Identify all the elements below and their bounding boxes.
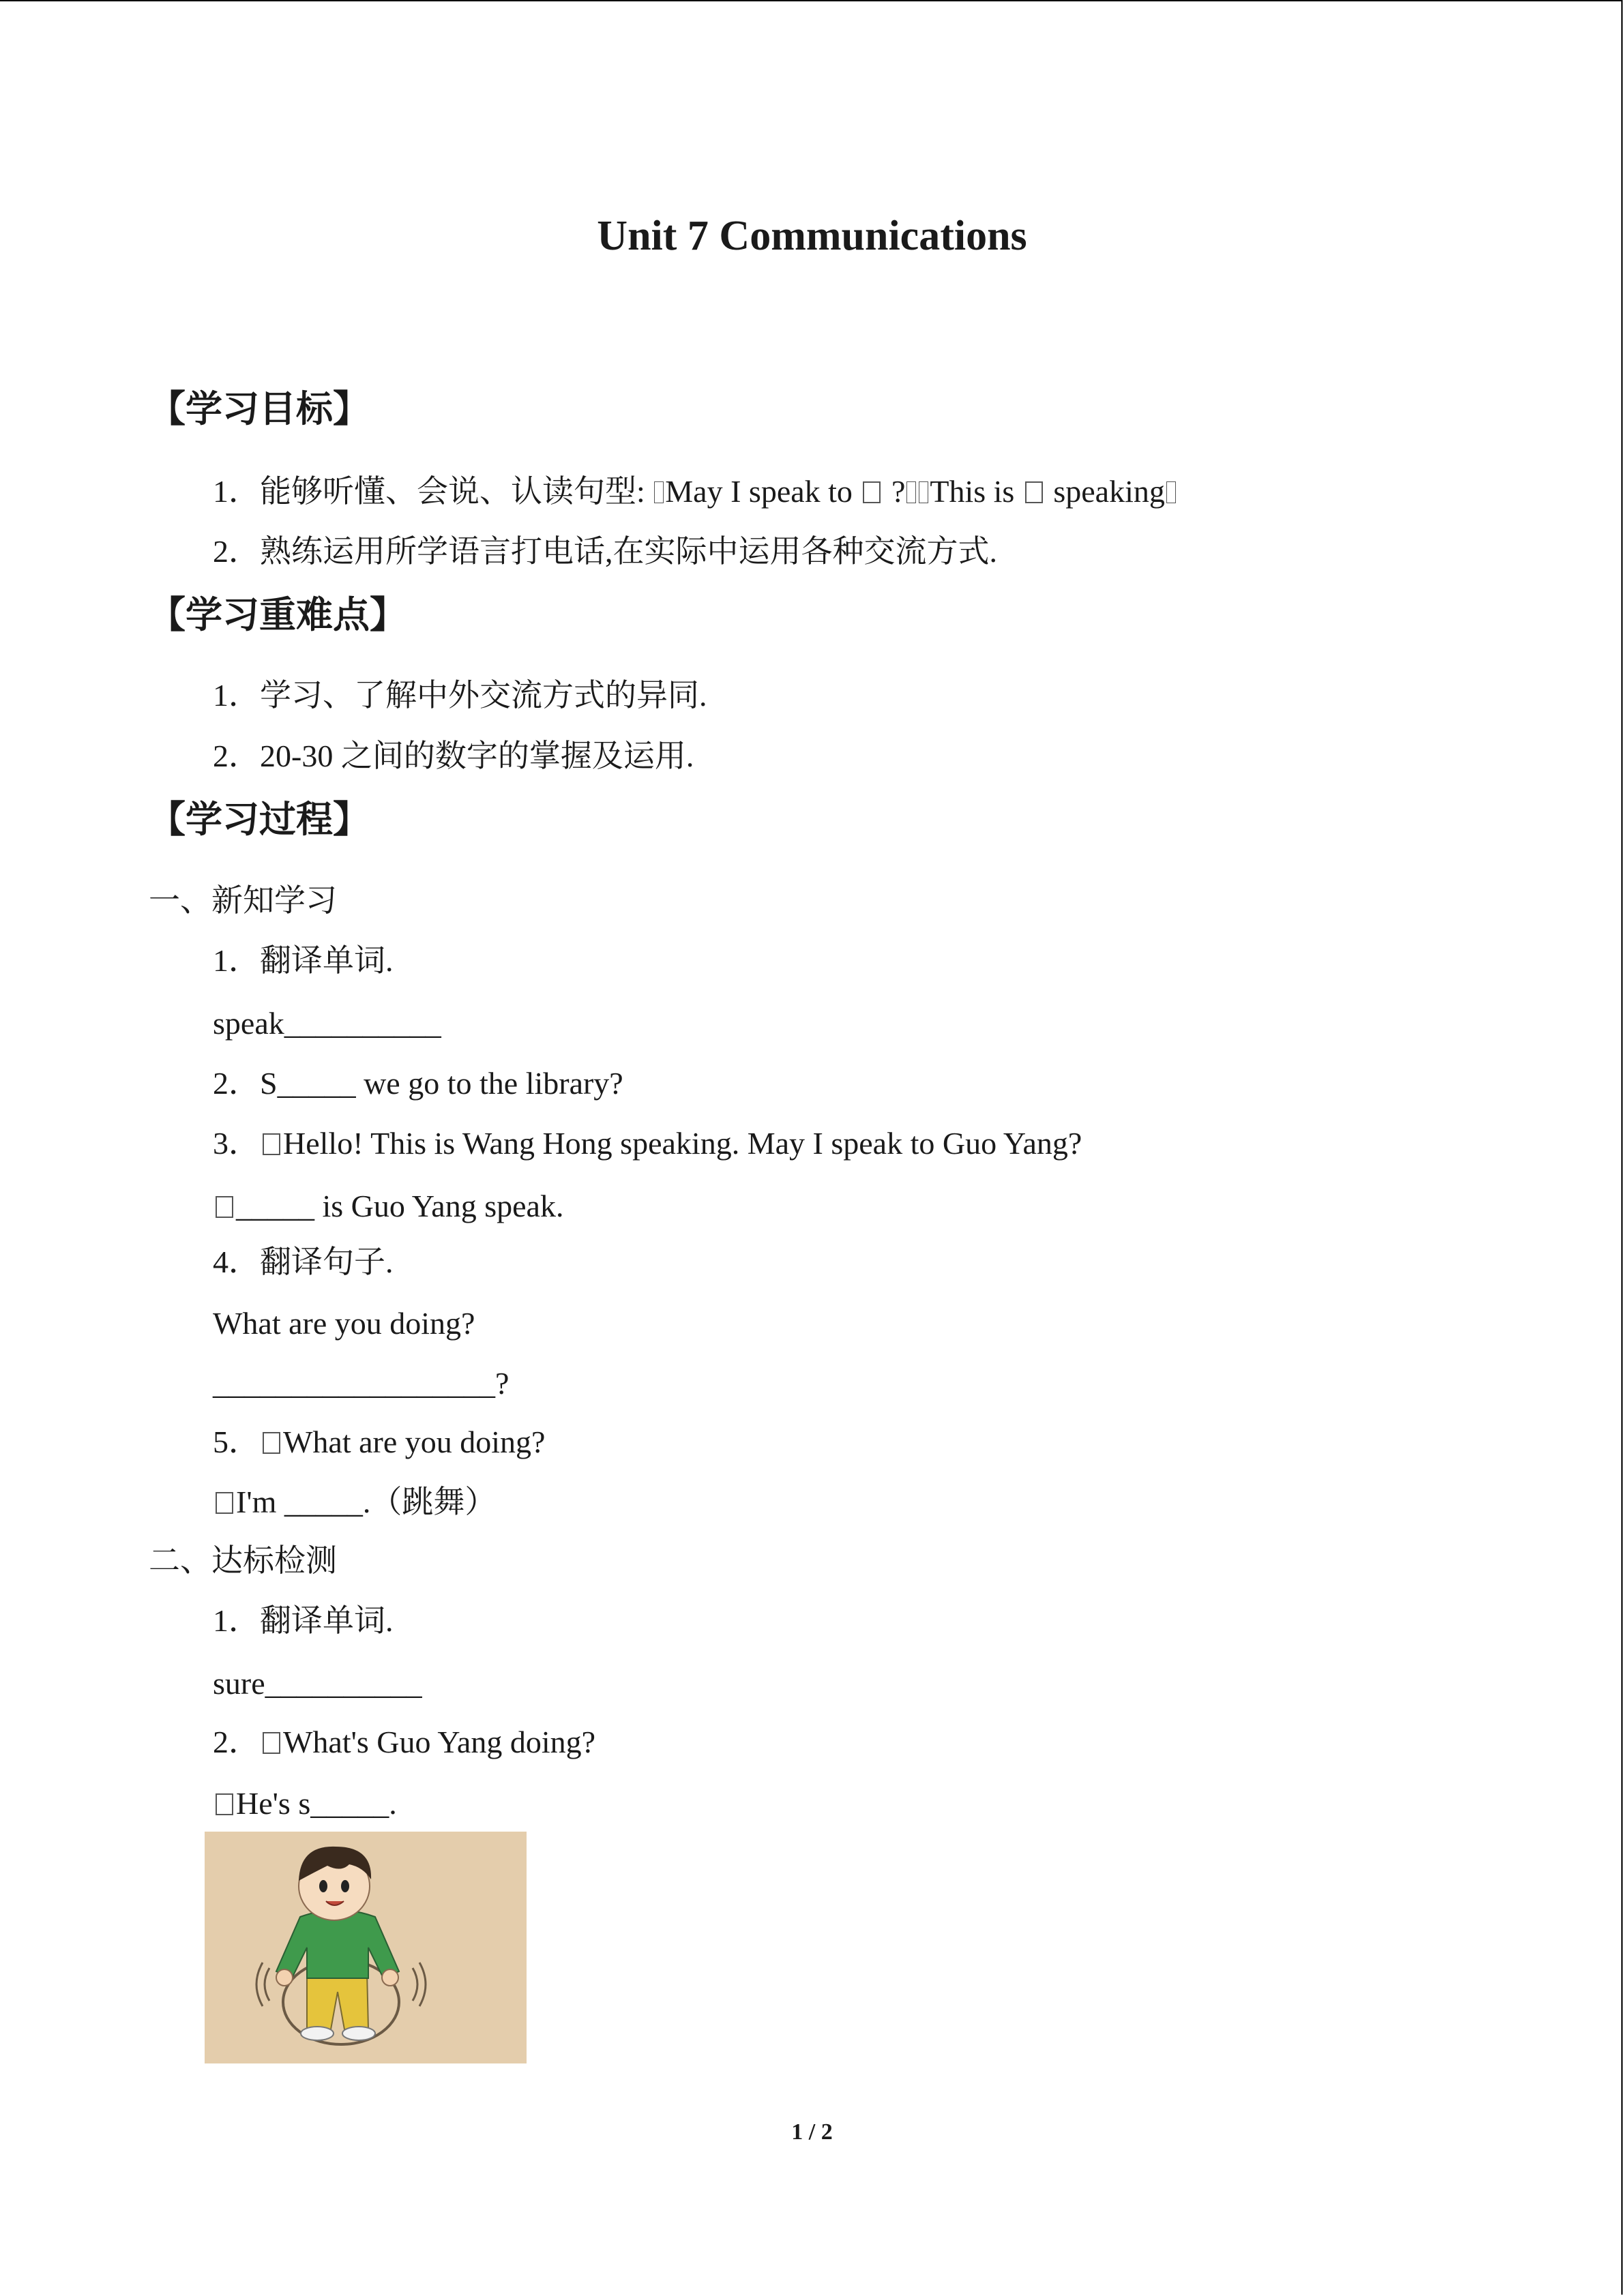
blank-box-icon bbox=[919, 481, 928, 503]
part1-q1: 1．翻译单词. bbox=[213, 943, 394, 978]
goal-item-1-b: ? bbox=[883, 474, 906, 509]
part2-q2-answer bbox=[213, 1783, 397, 1824]
part1-q5-number: 5． bbox=[213, 1425, 260, 1459]
page-title: Unit 7 Communications bbox=[597, 213, 1027, 259]
part2-heading: 二、达标检测 bbox=[149, 1543, 337, 1578]
section-heading-process: 【学习过程】 bbox=[149, 798, 370, 841]
blank-box-icon bbox=[263, 1133, 280, 1155]
part2-q1: 1．翻译单词. bbox=[213, 1603, 394, 1638]
part1-q2: 2．S_____ we go to the library? bbox=[213, 1066, 623, 1101]
part1-q3-text: Hello! This is Wang Hong speaking. May I speak to Guo Yang? bbox=[283, 1126, 1082, 1161]
goal-item-1-prefix: 1．能够听懂、会说、认读句型: bbox=[213, 474, 653, 509]
part1-q5-answer bbox=[213, 1482, 496, 1523]
part1-q4-sentence: What are you doing? bbox=[213, 1306, 475, 1341]
part2-q2-text: What's Guo Yang doing? bbox=[283, 1725, 596, 1759]
part1-q3 bbox=[213, 1123, 1082, 1164]
part1-q5 bbox=[213, 1422, 545, 1463]
blank-box-icon bbox=[863, 481, 881, 503]
goal-item-1-a: May I speak to bbox=[665, 474, 861, 509]
part1-q5-text: What are you doing? bbox=[283, 1425, 546, 1459]
part2-q2 bbox=[213, 1722, 595, 1763]
key-point-item-2: 2．20-30 之间的数字的掌握及运用. bbox=[213, 739, 694, 773]
boy-eye-right bbox=[341, 1880, 349, 1892]
blank-box-icon bbox=[263, 1432, 280, 1454]
part1-q1-word: speak__________ bbox=[213, 1006, 441, 1041]
part1-q3-number: 3． bbox=[213, 1126, 260, 1161]
goal-item-1-c: This is bbox=[930, 474, 1022, 509]
key-point-item-1: 1．学习、了解中外交流方式的异同. bbox=[213, 678, 707, 713]
goal-item-1-d: speaking bbox=[1045, 474, 1165, 509]
part1-q4-blank: __________________? bbox=[213, 1366, 510, 1401]
boy-shoe-right bbox=[342, 2027, 375, 2040]
boy-hand-left bbox=[276, 1969, 293, 1986]
goal-item-2: 2．熟练运用所学语言打电话,在实际中运用各种交流方式. bbox=[213, 534, 997, 569]
part2-q1-word: sure__________ bbox=[213, 1666, 422, 1701]
part2-q2-number: 2． bbox=[213, 1725, 260, 1759]
part1-q3-answer-text: _____ is Guo Yang speak. bbox=[236, 1189, 564, 1223]
section-heading-key-points: 【学习重难点】 bbox=[149, 593, 407, 636]
goal-item-1 bbox=[213, 471, 1177, 512]
blank-box-icon bbox=[216, 1196, 233, 1218]
page-number: 1 / 2 bbox=[791, 2119, 833, 2145]
section-heading-goals: 【学习目标】 bbox=[149, 387, 370, 430]
blank-box-icon bbox=[263, 1732, 280, 1754]
boy-skipping-rope-illustration bbox=[205, 1832, 527, 2063]
part1-q4: 4．翻译句子. bbox=[213, 1244, 394, 1279]
blank-box-icon bbox=[906, 481, 916, 503]
blank-box-icon bbox=[216, 1793, 233, 1815]
part1-q3-answer bbox=[213, 1186, 563, 1227]
blank-box-icon bbox=[1025, 481, 1043, 503]
boy-eye-left bbox=[319, 1880, 327, 1892]
boy-shoe-left bbox=[301, 2027, 334, 2040]
boy-hand-right bbox=[382, 1969, 398, 1986]
blank-box-icon bbox=[216, 1492, 233, 1514]
blank-box-icon bbox=[654, 481, 664, 503]
part2-q2-answer-text: He's s_____. bbox=[236, 1786, 397, 1821]
part1-heading: 一、新知学习 bbox=[149, 883, 337, 918]
blank-box-icon bbox=[1166, 481, 1176, 503]
part1-q5-answer-text: I'm _____.（跳舞） bbox=[236, 1485, 497, 1519]
